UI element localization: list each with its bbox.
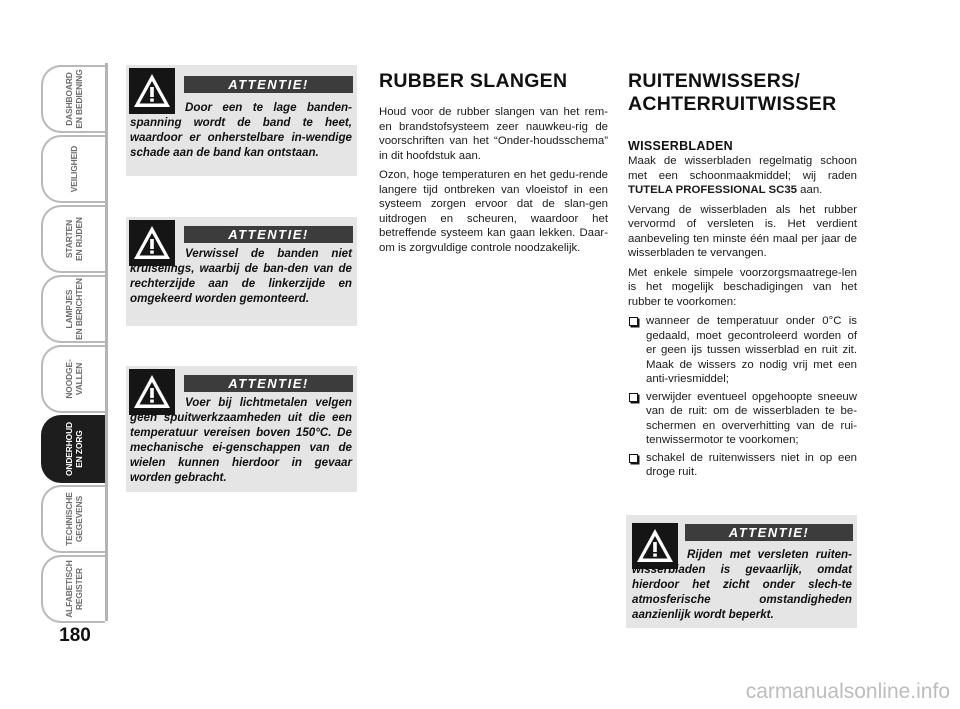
tab-onderhoud[interactable] xyxy=(41,415,105,483)
warning-box xyxy=(626,515,857,628)
watermark: carmanualsonline.info xyxy=(745,680,950,703)
list-item xyxy=(628,314,857,387)
warning-box xyxy=(126,366,357,492)
rubber-title: RUBBER SLANGEN xyxy=(379,70,568,92)
tab-label: DASHBOARD EN BEDIENING xyxy=(64,69,84,129)
warning-header: ATTENTIE! xyxy=(184,226,353,243)
warning-box xyxy=(126,65,357,176)
tab-technische-gegevens[interactable] xyxy=(41,485,105,553)
tab-alfabetisch-register[interactable] xyxy=(41,555,105,623)
warning-text: Verwissel de banden niet kruiselings, waarbij de ban-den van de rechterzijde aan de linkerzijde en omgekeerd worden gemonteerd. xyxy=(130,247,352,305)
wipers-section xyxy=(628,70,857,483)
precaution-list xyxy=(628,314,857,480)
page-number: 180 xyxy=(59,625,91,646)
list-item xyxy=(628,390,857,448)
list-item-text: wanneer de temperatuur onder 0°C is gedaald, moet gecontroleerd worden of er geen ijs tussen wisserblad en ruit zit. Maak de wissers zo nodig vrij met een anti-vriesmiddel; xyxy=(646,315,857,385)
tab-lampjes[interactable] xyxy=(41,275,105,343)
wipers-paragraph: Met enkele simpele voorzorgsmaatrege-len is het mogelijk beschadigingen van het rubber te voorkomen: xyxy=(628,266,857,308)
tab-veiligheid[interactable] xyxy=(41,135,105,203)
wipers-subtitle: WISSERBLADEN xyxy=(628,139,733,153)
warning-header: ATTENTIE! xyxy=(685,524,853,541)
wipers-paragraph: Vervang de wisserbladen als het rubber vervormd of versleten is. Het verdient aanbeveling ten minste één maal per jaar de wisserbladen te vervangen. xyxy=(628,203,857,259)
tab-label: ONDERHOUD EN ZORG xyxy=(64,422,84,477)
tab-label: LAMPJES EN BERICHTEN xyxy=(64,278,84,340)
checkbox-bullet-icon xyxy=(629,454,638,463)
warning-text: Door een te lage banden-spanning wordt de band te heet, waardoor er onherstelbare in-wendige schade aan de band kan ontstaan. xyxy=(130,101,352,159)
tab-dashboard[interactable] xyxy=(41,65,105,133)
tab-label: NOODGE- VALLEN xyxy=(64,359,84,399)
product-name: TUTELA PROFESSIONAL SC35 xyxy=(628,184,797,196)
checkbox-bullet-icon xyxy=(629,393,638,402)
warning-header: ATTENTIE! xyxy=(184,375,353,392)
rubber-paragraph: Houd voor de rubber slangen van het rem- en brandstofsysteem zeer nauwkeu-rig de voorschriften van het “Onder-houdsschema” in dit hoofdstuk aan. xyxy=(379,106,608,162)
tab-label: STARTEN EN RIJDEN xyxy=(64,217,84,261)
chapter-tabs xyxy=(41,63,108,621)
rubber-section xyxy=(379,70,608,260)
rubber-paragraph: Ozon, hoge temperaturen en het gedu-rende langere tijd ontbreken van vloeistof in een systeem zorgen ervoor dat de slan-gen uitdrogen en scheuren, waardoor het betreffende systeem kan gaan lekken. Daar-om is zorgvuldige controle noodzakelijk. xyxy=(379,169,608,254)
wipers-title-line1: RUITENWISSERS/ xyxy=(628,70,801,92)
tab-starten[interactable] xyxy=(41,205,105,273)
tab-noodgevallen[interactable] xyxy=(41,345,105,413)
text-span: aan. xyxy=(797,184,823,196)
tab-label: TECHNISCHE GEGEVENS xyxy=(64,492,84,546)
warning-text: Rijden met versleten ruiten-wisserbladen is gevaarlijk, omdat hierdoor het zicht onder slech-te atmosferische omstandigheden aanzienlijk wordt beperkt. xyxy=(632,548,852,621)
checkbox-bullet-icon xyxy=(629,317,638,326)
list-item xyxy=(628,451,857,480)
tab-label: ALFABETISCH REGISTER xyxy=(64,560,84,618)
wipers-paragraph xyxy=(628,154,857,198)
warning-text: Voer bij lichtmetalen velgen geen spuitwerkzaamheden uit die een temperatuur vereisen boven 150°C. De mechanische ei-genschappen van de wielen kunnen hierdoor in gevaar worden gebracht. xyxy=(130,396,352,484)
wipers-title xyxy=(628,70,857,116)
tab-label: VEILIGHEID xyxy=(69,145,79,193)
text-span: Maak de wisserbladen regelmatig schoon met een schoonmaakmiddel; wij raden xyxy=(628,155,857,182)
warning-box xyxy=(126,217,357,326)
wipers-title-line2: ACHTERRUITWISSER xyxy=(628,93,837,115)
list-item-text: schakel de ruitenwissers niet in op een droge ruit. xyxy=(646,451,857,478)
warning-header: ATTENTIE! xyxy=(184,76,353,93)
list-item-text: verwijder eventueel opgehoopte sneeuw van de ruit: om de wisserbladen te be-schermen en oververhitting van de rui-tenwissermotor te voorkomen; xyxy=(646,390,857,446)
